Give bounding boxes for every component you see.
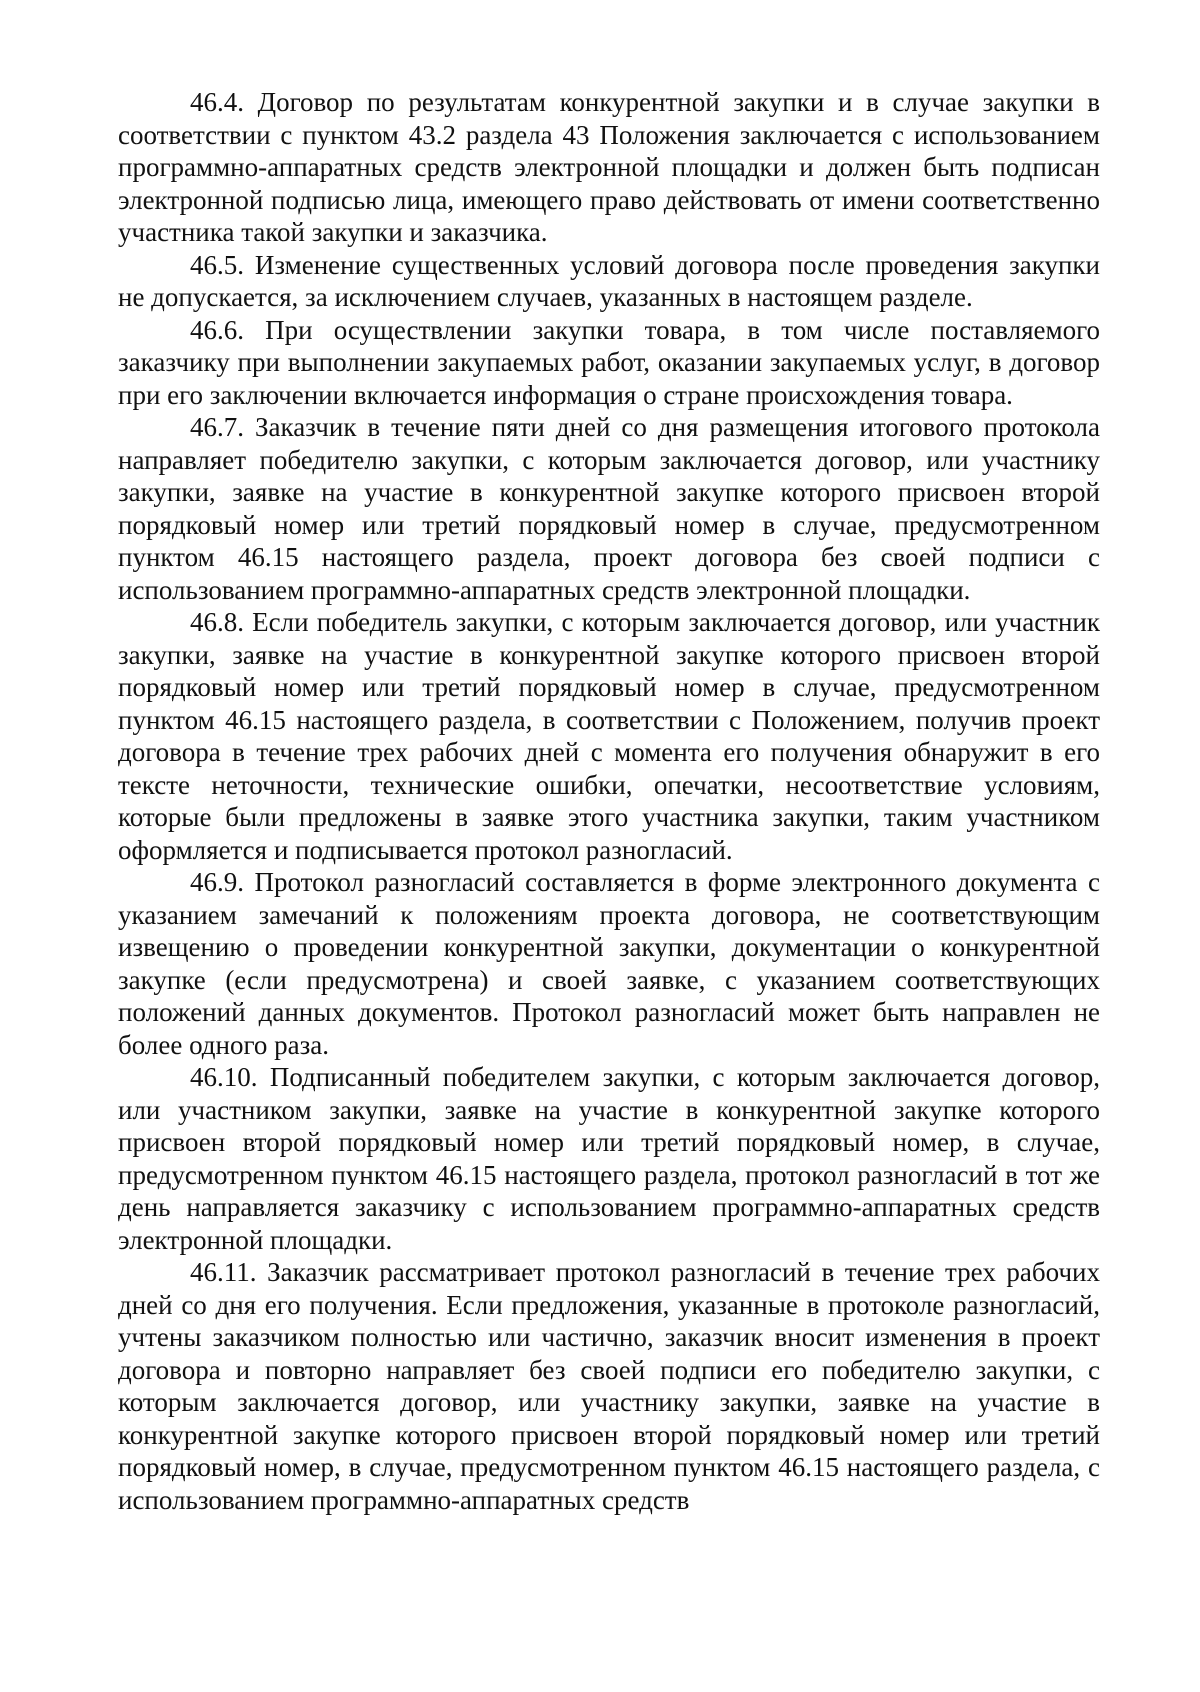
paragraph-46-4: 46.4. Договор по результатам конкурентной закупки и в случае закупки в соответствии с пунктом 43.2 раздела 43 Положения заключается с использованием программно-аппаратных средств электронной площадки и должен быть подписан электронной подписью лица, имеющего право действовать от имени соответственно участника такой закупки и заказчика. (118, 87, 1100, 247)
paragraph-46-5: 46.5. Изменение существенных условий договора после проведения закупки не допускается, за исключением случаев, указанных в настоящем разделе. (118, 249, 1100, 312)
paragraph-46-8: 46.8. Если победитель закупки, с которым заключается договор, или участник закупки, заявке на участие в конкурентной закупке которого присвоен второй порядковый номер или третий порядковый номер в случае, предусмотренном пунктом 46.15 настоящего раздела, в соответствии с Положением, получив проект договора в течение трех рабочих дней с момента его получения обнаружит в его тексте неточности, технические ошибки, опечатки, несоответствие условиям, которые были предложены в заявке этого участника закупки, таким участником оформляется и подписывается протокол разногласий. (118, 607, 1100, 865)
paragraph-46-7: 46.7. Заказчик в течение пяти дней со дня размещения итогового протокола направляет победителю закупки, с которым заключается договор, или участнику закупки, заявке на участие в конкурентной закупке которого присвоен второй порядковый номер или третий порядковый номер в случае, предусмотренном пунктом 46.15 настоящего раздела, проект договора без своей подписи с использованием программно-аппаратных средств электронной площадки. (118, 412, 1100, 605)
paragraph-46-9: 46.9. Протокол разногласий составляется в форме электронного документа с указанием замечаний к положениям проекта договора, не соответствующим извещению о проведении конкурентной закупки, документации о конкурентной закупке (если предусмотрена) и своей заявке, с указанием соответствующих положений данных документов. Протокол разногласий может быть направлен не более одного раза. (118, 867, 1100, 1060)
document-page (118, 86, 1100, 1516)
paragraph-46-10: 46.10. Подписанный победителем закупки, с которым заключается договор, или участником закупки, заявке на участие в конкурентной закупке которого присвоен второй порядковый номер или третий порядковый номер, в случае, предусмотренном пунктом 46.15 настоящего раздела, протокол разногласий в тот же день направляется заказчику с использованием программно-аппаратных средств электронной площадки. (118, 1062, 1100, 1255)
paragraph-46-11: 46.11. Заказчик рассматривает протокол разногласий в течение трех рабочих дней со дня его получения. Если предложения, указанные в протоколе разногласий, учтены заказчиком полностью или частично, заказчик вносит изменения в проект договора и повторно направляет без своей подписи его победителю закупки, с которым заключается договор, или участнику закупки, заявке на участие в конкурентной закупке которого присвоен второй порядковый номер или третий порядковый номер, в случае, предусмотренном пунктом 46.15 настоящего раздела, с использованием программно-аппаратных средств (118, 1257, 1100, 1515)
paragraph-46-6: 46.6. При осуществлении закупки товара, в том числе поставляемого заказчику при выполнении закупаемых работ, оказании закупаемых услуг, в договор при его заключении включается информация о стране происхождения товара. (118, 314, 1100, 410)
